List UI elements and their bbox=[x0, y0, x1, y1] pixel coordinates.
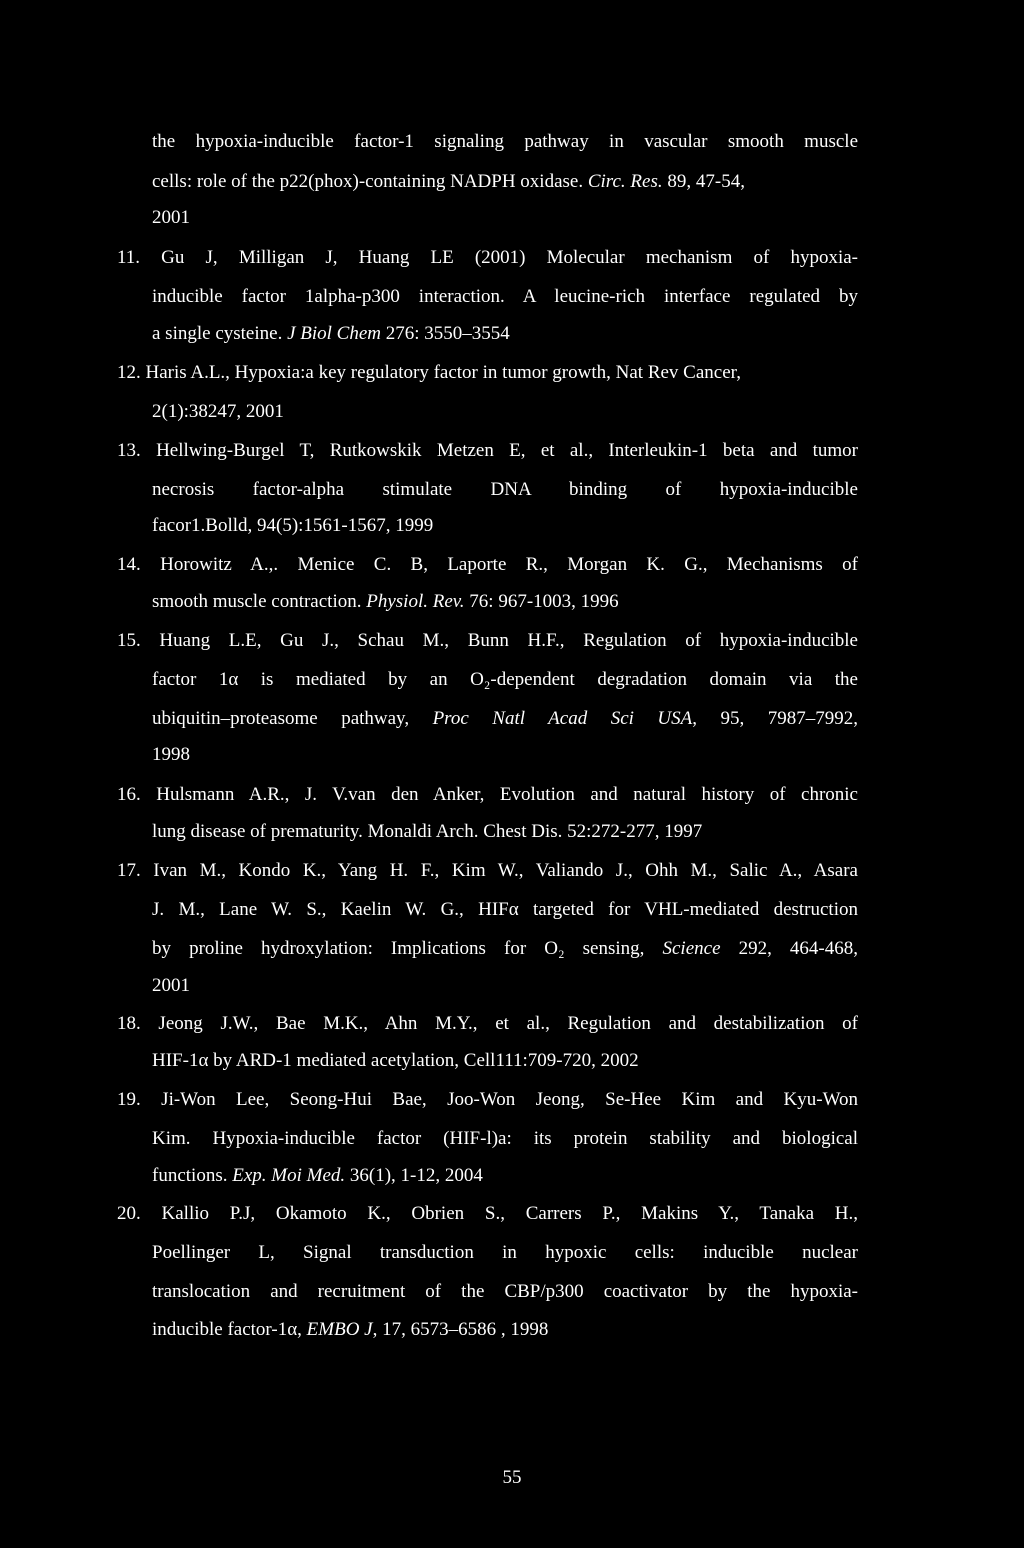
reference-19-line-1: 19. Ji-Won Lee, Seong-Hui Bae, Joo-Won Jeong, Se-Hee Kim and Kyu-Won bbox=[117, 1089, 858, 1110]
reference-17-line-1: 17. Ivan M., Kondo K., Yang H. F., Kim W., Valiando J., Ohh M., Salic A., Asara bbox=[117, 860, 858, 881]
reference-17-line-2: J. M., Lane W. S., Kaelin W. G., HIFα targeted for VHL-mediated destruction bbox=[152, 899, 858, 920]
reference-15-line-2: factor 1α is mediated by an O₂-dependent degradation domain via the bbox=[152, 669, 858, 690]
reference-20-line-2: Poellinger L, Signal transduction in hypoxic cells: inducible nuclear bbox=[152, 1242, 858, 1263]
reference-11-line-3: a single cysteine. J Biol Chem 276: 3550–3554 bbox=[152, 323, 510, 344]
reference-15-line-4: 1998 bbox=[152, 744, 190, 765]
page-number: 55 bbox=[502, 1467, 522, 1488]
reference-13-line-2: necrosis factor-alpha stimulate DNA binding of hypoxia-inducible bbox=[152, 479, 858, 500]
reference-20-line-4: inducible factor-1α, EMBO J, 17, 6573–6586 , 1998 bbox=[152, 1319, 549, 1340]
reference-17-line-4: 2001 bbox=[152, 975, 190, 996]
reference-13-line-1: 13. Hellwing-Burgel T, Rutkowskik Metzen E, et al., Interleukin-1 beta and tumor bbox=[117, 440, 858, 461]
journal-name: Circ. Res. bbox=[587, 171, 663, 192]
journal-name: J Biol Chem bbox=[287, 323, 382, 344]
reference-10-line-2: cells: role of the p22(phox)-containing NADPH oxidase. Circ. Res. 89, 47-54, bbox=[152, 171, 745, 192]
reference-16-line-2: lung disease of prematurity. Monaldi Arch. Chest Dis. 52:272-277, 1997 bbox=[152, 821, 703, 842]
reference-14-line-2: smooth muscle contraction. Physiol. Rev. 76: 967-1003, 1996 bbox=[152, 591, 619, 612]
reference-12-line-1: 12. Haris A.L., Hypoxia:a key regulatory factor in tumor growth, Nat Rev Cancer, bbox=[117, 362, 741, 383]
reference-13-line-3: facor1.Bolld, 94(5):1561-1567, 1999 bbox=[152, 515, 434, 536]
journal-name: Physiol. Rev. bbox=[366, 591, 465, 612]
journal-name: Science bbox=[662, 938, 721, 959]
reference-19-line-2: Kim. Hypoxia-inducible factor (HIF-l)a: its protein stability and biological bbox=[152, 1128, 858, 1149]
reference-10-line-3: 2001 bbox=[152, 207, 190, 228]
reference-20-line-1: 20. Kallio P.J, Okamoto K., Obrien S., Carrers P., Makins Y., Tanaka H., bbox=[117, 1203, 858, 1224]
reference-15-line-3: ubiquitin–proteasome pathway, Proc Natl Acad Sci USA, 95, 7987–7992, bbox=[152, 708, 859, 729]
reference-10-line-1: the hypoxia-inducible factor-1 signaling pathway in vascular smooth muscle bbox=[152, 131, 858, 152]
reference-15-line-1: 15. Huang L.E, Gu J., Schau M., Bunn H.F., Regulation of hypoxia-inducible bbox=[117, 630, 858, 651]
reference-18-line-1: 18. Jeong J.W., Bae M.K., Ahn M.Y., et al., Regulation and destabilization of bbox=[117, 1013, 858, 1034]
journal-name: Proc Natl Acad Sci USA bbox=[432, 708, 693, 729]
reference-19-line-3: functions. Exp. Moi Med. 36(1), 1-12, 2004 bbox=[152, 1165, 483, 1186]
reference-11-line-2: inducible factor 1alpha-p300 interaction. A leucine-rich interface regulated by bbox=[152, 286, 858, 307]
reference-11-line-1: 11. Gu J, Milligan J, Huang LE (2001) Molecular mechanism of hypoxia- bbox=[117, 247, 858, 268]
reference-20-line-3: translocation and recruitment of the CBP/p300 coactivator by the hypoxia- bbox=[152, 1281, 858, 1302]
reference-18-line-2: HIF-1α by ARD-1 mediated acetylation, Cell111:709-720, 2002 bbox=[152, 1050, 639, 1071]
reference-12-line-2: 2(1):38247, 2001 bbox=[152, 401, 284, 422]
journal-name: EMBO J bbox=[306, 1319, 373, 1340]
reference-14-line-1: 14. Horowitz A.,. Menice C. B, Laporte R., Morgan K. G., Mechanisms of bbox=[117, 554, 858, 575]
reference-17-line-3: by proline hydroxylation: Implications for O₂ sensing, Science 292, 464-468, bbox=[152, 938, 858, 959]
reference-16-line-1: 16. Hulsmann A.R., J. V.van den Anker, Evolution and natural history of chronic bbox=[117, 784, 858, 805]
journal-name: Exp. Moi Med. bbox=[232, 1165, 346, 1186]
